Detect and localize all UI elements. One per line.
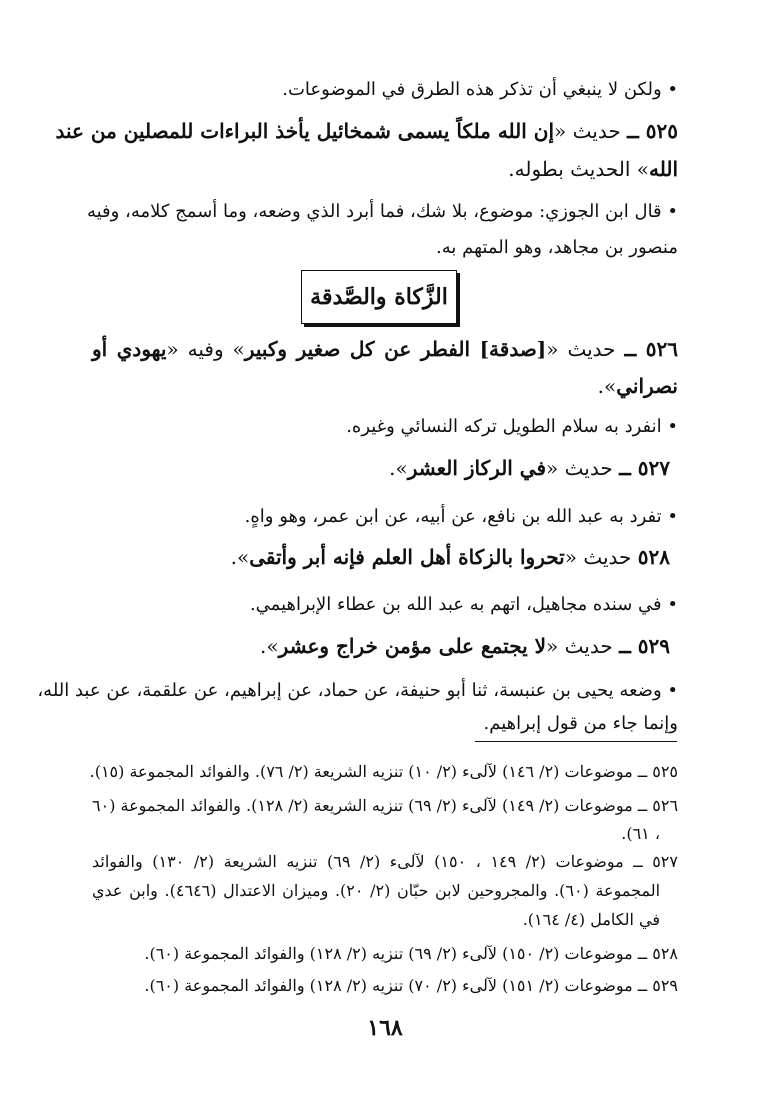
comment-525-line2: منصور بن مجاهد، وهو المتهم به. — [436, 237, 678, 258]
comment-528: • في سنده مجاهيل، اتهم به عبد الله بن عطاء الإبراهيمي. — [249, 594, 678, 615]
hadith-526-line1: ٥٢٦ ــ حديث «[صدقة] الفطر عن كل صغير وكبير» وفيه «يهودي أو — [92, 337, 678, 361]
hadith-525-line1: ٥٢٥ ــ حديث «إن الله ملكاً يسمى شمخائيل يأخذ البراءات للمصلين من عند — [55, 119, 678, 143]
page-number: ١٦٨ — [367, 1015, 403, 1041]
footnote-527-line3: في الكامل (٤/ ١٦٤). — [522, 910, 660, 929]
footnote-separator — [475, 741, 677, 742]
footnote-527-line2: المجموعة (٦٠). والمجروحين لابن حبّان (٢/ ٢٠). وميزان الاعتدال (٤٦٤٦). وابن عدي — [92, 881, 661, 900]
footnote-526-line1: ٥٢٦ ــ موضوعات (٢/ ١٤٩) لآلىء (٢/ ٦٩) تنزيه الشريعة (٢/ ١٢٨). والفوائد المجموعة (٦٠ — [92, 796, 679, 815]
hadith-527: ٥٢٧ ــ حديث «في الركاز العشر». — [389, 456, 670, 480]
footnote-527-line1: ٥٢٧ ــ موضوعات (٢/ ١٤٩ ، ١٥٠) لآلىء (٢/ ٦٩) تنزيه الشريعة (٢/ ١٣٠) والفوائد — [92, 852, 678, 871]
comment-529-line1: • وضعه يحيى بن عنبسة، ثنا أبو حنيفة، عن حماد، عن إبراهيم، عن علقمة، عن عبد الله، — [37, 680, 678, 701]
hadith-529: ٥٢٩ ــ حديث «لا يجتمع على مؤمن خراج وعشر». — [259, 634, 670, 658]
footnote-528: ٥٢٨ ــ موضوعات (٢/ ١٥٠) لآلىء (٢/ ٦٩) تنزيه (٢/ ١٢٨) والفوائد المجموعة (٦٠). — [144, 944, 678, 963]
footnote-526-line2: ، ٦١). — [621, 824, 660, 843]
section-heading: الزَّكاة والصَّدقة — [301, 270, 457, 324]
footnote-529: ٥٢٩ ــ موضوعات (٢/ ١٥١) لآلىء (٢/ ٧٠) تنزيه (٢/ ١٢٨) والفوائد المجموعة (٦٠). — [144, 976, 678, 995]
hadith-525-line2: الله» الحديث بطوله. — [508, 157, 678, 181]
intro-note: • ولكن لا ينبغي أن تذكر هذه الطرق في الموضوعات. — [282, 79, 678, 100]
footnote-525: ٥٢٥ ــ موضوعات (٢/ ١٤٦) لآلىء (٢/ ١٠) تنزيه الشريعة (٢/ ٧٦). والفوائد المجموعة (١٥). — [89, 762, 678, 781]
hadith-528: ٥٢٨ حديث «تحروا بالزكاة أهل العلم فإنه أبر وأتقى». — [230, 545, 670, 569]
comment-526: • انفرد به سلام الطويل تركه النسائي وغيره. — [346, 416, 678, 437]
comment-525-line1: • قال ابن الجوزي: موضوع، بلا شك، فما أبرد الذي وضعه، وما أسمج كلامه، وفيه — [86, 201, 678, 222]
hadith-526-line2: نصراني». — [597, 374, 678, 398]
comment-527: • تفرد به عبد الله بن نافع، عن أبيه، عن ابن عمر، وهو واهٍ. — [244, 506, 678, 527]
comment-529-line2: وإنما جاء من قول إبراهيم. — [483, 713, 678, 734]
